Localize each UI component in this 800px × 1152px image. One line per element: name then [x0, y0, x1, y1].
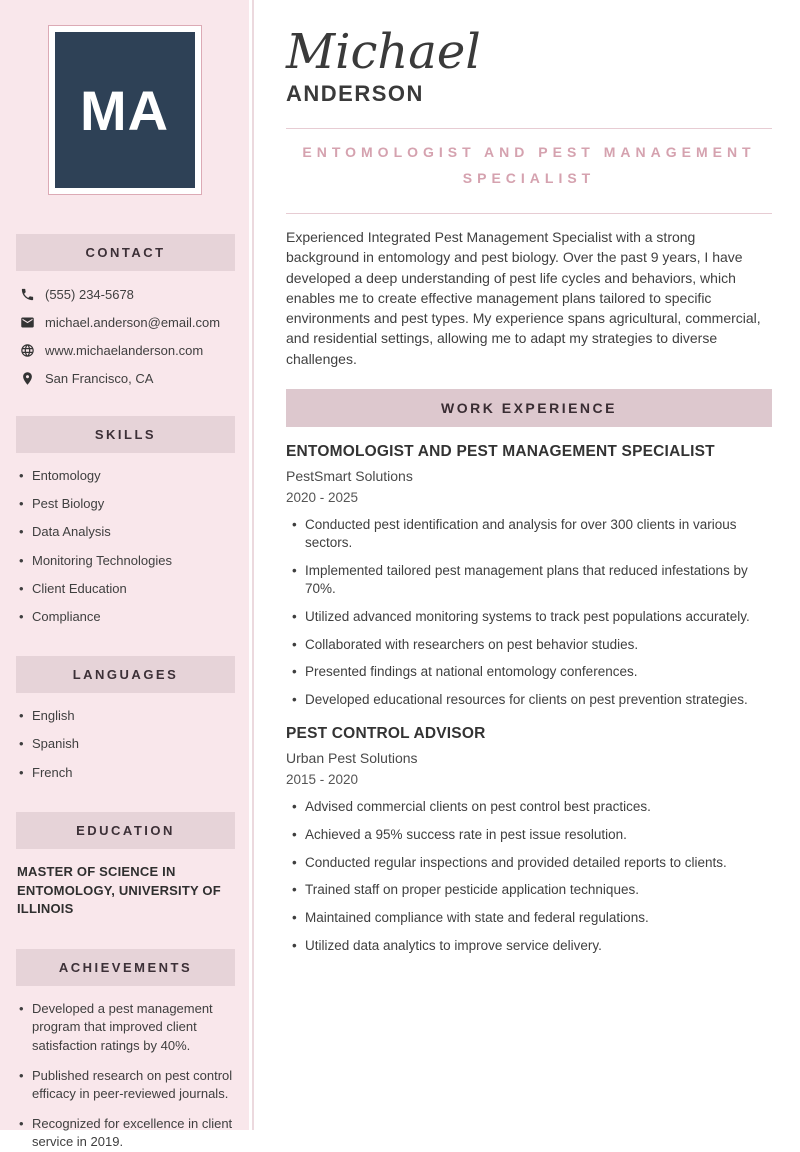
location-text: San Francisco, CA — [45, 371, 154, 386]
contact-location — [20, 371, 239, 386]
job-bullet: • Conducted pest identification and analysis for over 300 clients in various sectors. — [305, 516, 772, 552]
phone-icon — [20, 287, 35, 302]
job-bullet: • Advised commercial clients on pest control best practices. — [305, 798, 772, 816]
job-dates: 2015 - 2020 — [286, 772, 359, 788]
skills-section-header: SKILLS — [16, 416, 235, 453]
phone-number: (555) 234-5678 — [45, 287, 134, 302]
monogram-frame — [48, 25, 202, 195]
globe-icon — [20, 343, 35, 358]
job-headline: ENTOMOLOGIST AND PEST MANAGEMENT SPECIALIST — [302, 143, 756, 187]
skill-item: • Entomology — [32, 467, 235, 485]
professional-summary: Experienced Integrated Pest Management Specialist with a strong background in entomology and pest biology. Over the past 9 years, I have developed a deep understanding of pest life cycles and behaviors, which enables me to create effective management plans tailored to specific environments and pest types. My experience spans agricultural, commercial, and residential settings, allowing me to adapt my strategies to diverse challenges. — [286, 228, 761, 367]
language-item: • Spanish — [32, 735, 235, 753]
language-item: • French — [32, 764, 235, 782]
languages-section-header: LANGUAGES — [16, 656, 235, 693]
language-item: • English — [32, 707, 235, 725]
skill-item: • Pest Biology — [32, 495, 235, 513]
job-bullet: • Utilized data analytics to improve service delivery. — [305, 937, 772, 955]
job-bullet: • Utilized advanced monitoring systems to track pest populations accurately. — [305, 608, 772, 626]
sidebar — [0, 0, 249, 1150]
sidebar-divider — [252, 0, 254, 1130]
contact-list — [0, 271, 249, 386]
job-title: PEST CONTROL ADVISOR — [286, 725, 486, 743]
skill-item: • Data Analysis — [32, 523, 235, 541]
achievements-list — [0, 986, 249, 1151]
location-icon — [20, 371, 35, 386]
education-section-header: EDUCATION — [16, 812, 235, 849]
achievement-item: • Recognized for excellence in client service in 2019. — [32, 1115, 235, 1151]
contact-section-header: CONTACT — [16, 234, 235, 271]
achievements-section-header: ACHIEVEMENTS — [16, 949, 235, 986]
monogram-initials: MA — [79, 78, 170, 142]
education-degree: MASTER OF SCIENCE IN ENTOMOLOGY, UNIVERSITY OF ILLINOIS — [17, 863, 221, 917]
achievement-item: • Developed a pest management program that improved client satisfaction ratings by 40%. — [32, 1000, 235, 1055]
job-bullet: • Implemented tailored pest management plans that reduced infestations by 70%. — [305, 562, 772, 598]
job-bullet: • Presented findings at national entomology conferences. — [305, 663, 772, 681]
last-name: ANDERSON — [286, 80, 424, 106]
job-dates: 2020 - 2025 — [286, 490, 359, 506]
job-bullet: • Conducted regular inspections and provided detailed reports to clients. — [305, 854, 772, 872]
job-bullets — [286, 505, 772, 709]
divider-bottom — [286, 213, 772, 214]
job-bullet: • Maintained compliance with state and federal regulations. — [305, 909, 772, 927]
first-name: Michael — [286, 24, 481, 80]
languages-list — [0, 693, 249, 782]
job-company: PestSmart Solutions — [286, 468, 413, 485]
job-bullets — [286, 787, 772, 955]
job-bullet: • Achieved a 95% success rate in pest issue resolution. — [305, 826, 772, 844]
job-bullet: • Developed educational resources for clients on pest prevention strategies. — [305, 691, 772, 709]
website-url: www.michaelanderson.com — [45, 343, 204, 358]
contact-website — [20, 343, 239, 358]
email-address: michael.anderson@email.com — [45, 315, 221, 330]
job-bullet: • Collaborated with researchers on pest behavior studies. — [305, 636, 772, 654]
job-bullet: • Trained staff on proper pesticide application techniques. — [305, 881, 772, 899]
skill-item: • Client Education — [32, 580, 235, 598]
skills-list — [0, 453, 249, 626]
contact-email — [20, 315, 239, 330]
monogram-box — [55, 32, 195, 188]
achievement-item: • Published research on pest control efficacy in peer-reviewed journals. — [32, 1067, 235, 1103]
job-title: ENTOMOLOGIST AND PEST MANAGEMENT SPECIALIST — [286, 443, 715, 461]
job-company: Urban Pest Solutions — [286, 750, 418, 767]
contact-phone — [20, 287, 239, 302]
work-experience-header: WORK EXPERIENCE — [286, 389, 772, 427]
mail-icon — [20, 315, 35, 330]
jobs-list — [286, 443, 772, 955]
skill-item: • Compliance — [32, 608, 235, 626]
job-entry — [286, 443, 772, 709]
job-entry — [286, 725, 772, 955]
main-content — [286, 0, 772, 965]
divider-top — [286, 128, 772, 129]
skill-item: • Monitoring Technologies — [32, 552, 235, 570]
